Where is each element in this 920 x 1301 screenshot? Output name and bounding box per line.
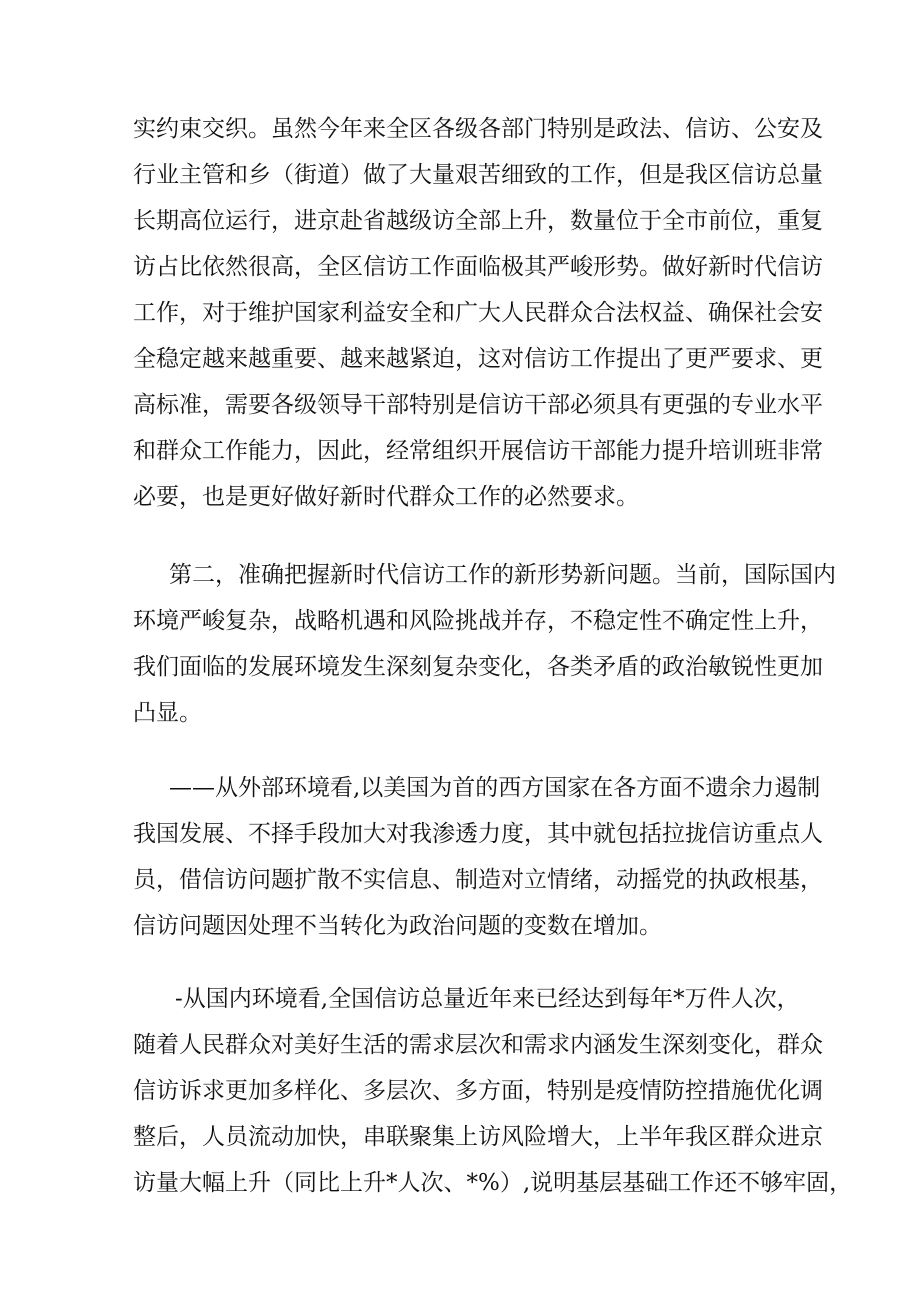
text-line: 工作，对于维护国家利益安全和广大人民群众合法权益、确保社会安 (133, 300, 823, 326)
text-line: 和群众工作能力，因此，经常组织开展信访干部能力提升培训班非常 (133, 438, 823, 464)
text-line: 实约束交织。虽然今年来全区各级各部门特别是政法、信访、公安及 (133, 116, 823, 142)
text-line: 随着人民群众对美好生活的需求层次和需求内涵发生深刻变化，群众 (133, 1032, 823, 1058)
paragraph-1 (133, 106, 823, 520)
text-line: -从国内环境看,全国信访总量近年来已经达到每年*万件人次， (175, 986, 800, 1012)
text-line: 高标准，需要各级领导干部特别是信访干部必须具有更强的专业水平 (133, 392, 823, 418)
text-line: 凸显。 (133, 700, 202, 726)
text-line: 必要，也是更好做好新时代群众工作的必然要求。 (133, 484, 639, 510)
paragraph-3 (133, 765, 823, 949)
text-line: 整后，人员流动加快，串联聚集上访风险增大，上半年我区群众进京 (133, 1124, 823, 1150)
text-line: 员，借信访问题扩散不实信息、制造对立情绪，动摇党的执政根基， (133, 867, 823, 893)
text-line: 第二，准确把握新时代信访工作的新形势新问题。当前，国际国内 (169, 562, 836, 588)
text-line: 信访问题因处理不当转化为政治问题的变数在增加。 (133, 913, 662, 939)
text-line: 访量大幅上升（同比上升*人次、*%）,说明基层基础工作还不够牢固， (133, 1170, 853, 1196)
text-line: ——从外部环境看,以美国为首的西方国家在各方面不遗余力遏制 (169, 775, 821, 801)
text-line: 信访诉求更加多样化、多层次、多方面，特别是疫情防控措施优化调 (133, 1078, 823, 1104)
text-line: 访占比依然很高，全区信访工作面临极其严峻形势。做好新时代信访 (133, 254, 823, 280)
paragraph-4 (133, 976, 853, 1206)
paragraph-2 (133, 552, 836, 736)
text-line: 长期高位运行，进京赴省越级访全部上升，数量位于全市前位，重复 (133, 208, 823, 234)
text-line: 全稳定越来越重要、越来越紧迫，这对信访工作提出了更严要求、更 (133, 346, 823, 372)
text-line: 我国发展、不择手段加大对我渗透力度，其中就包括拉拢信访重点人 (133, 821, 823, 847)
text-line: 行业主管和乡（街道）做了大量艰苦细致的工作，但是我区信访总量 (133, 162, 823, 188)
text-line: 环境严峻复杂，战略机遇和风险挑战并存，不稳定性不确定性上升， (133, 608, 823, 634)
text-line: 我们面临的发展环境发生深刻复杂变化，各类矛盾的政治敏锐性更加 (133, 654, 823, 680)
